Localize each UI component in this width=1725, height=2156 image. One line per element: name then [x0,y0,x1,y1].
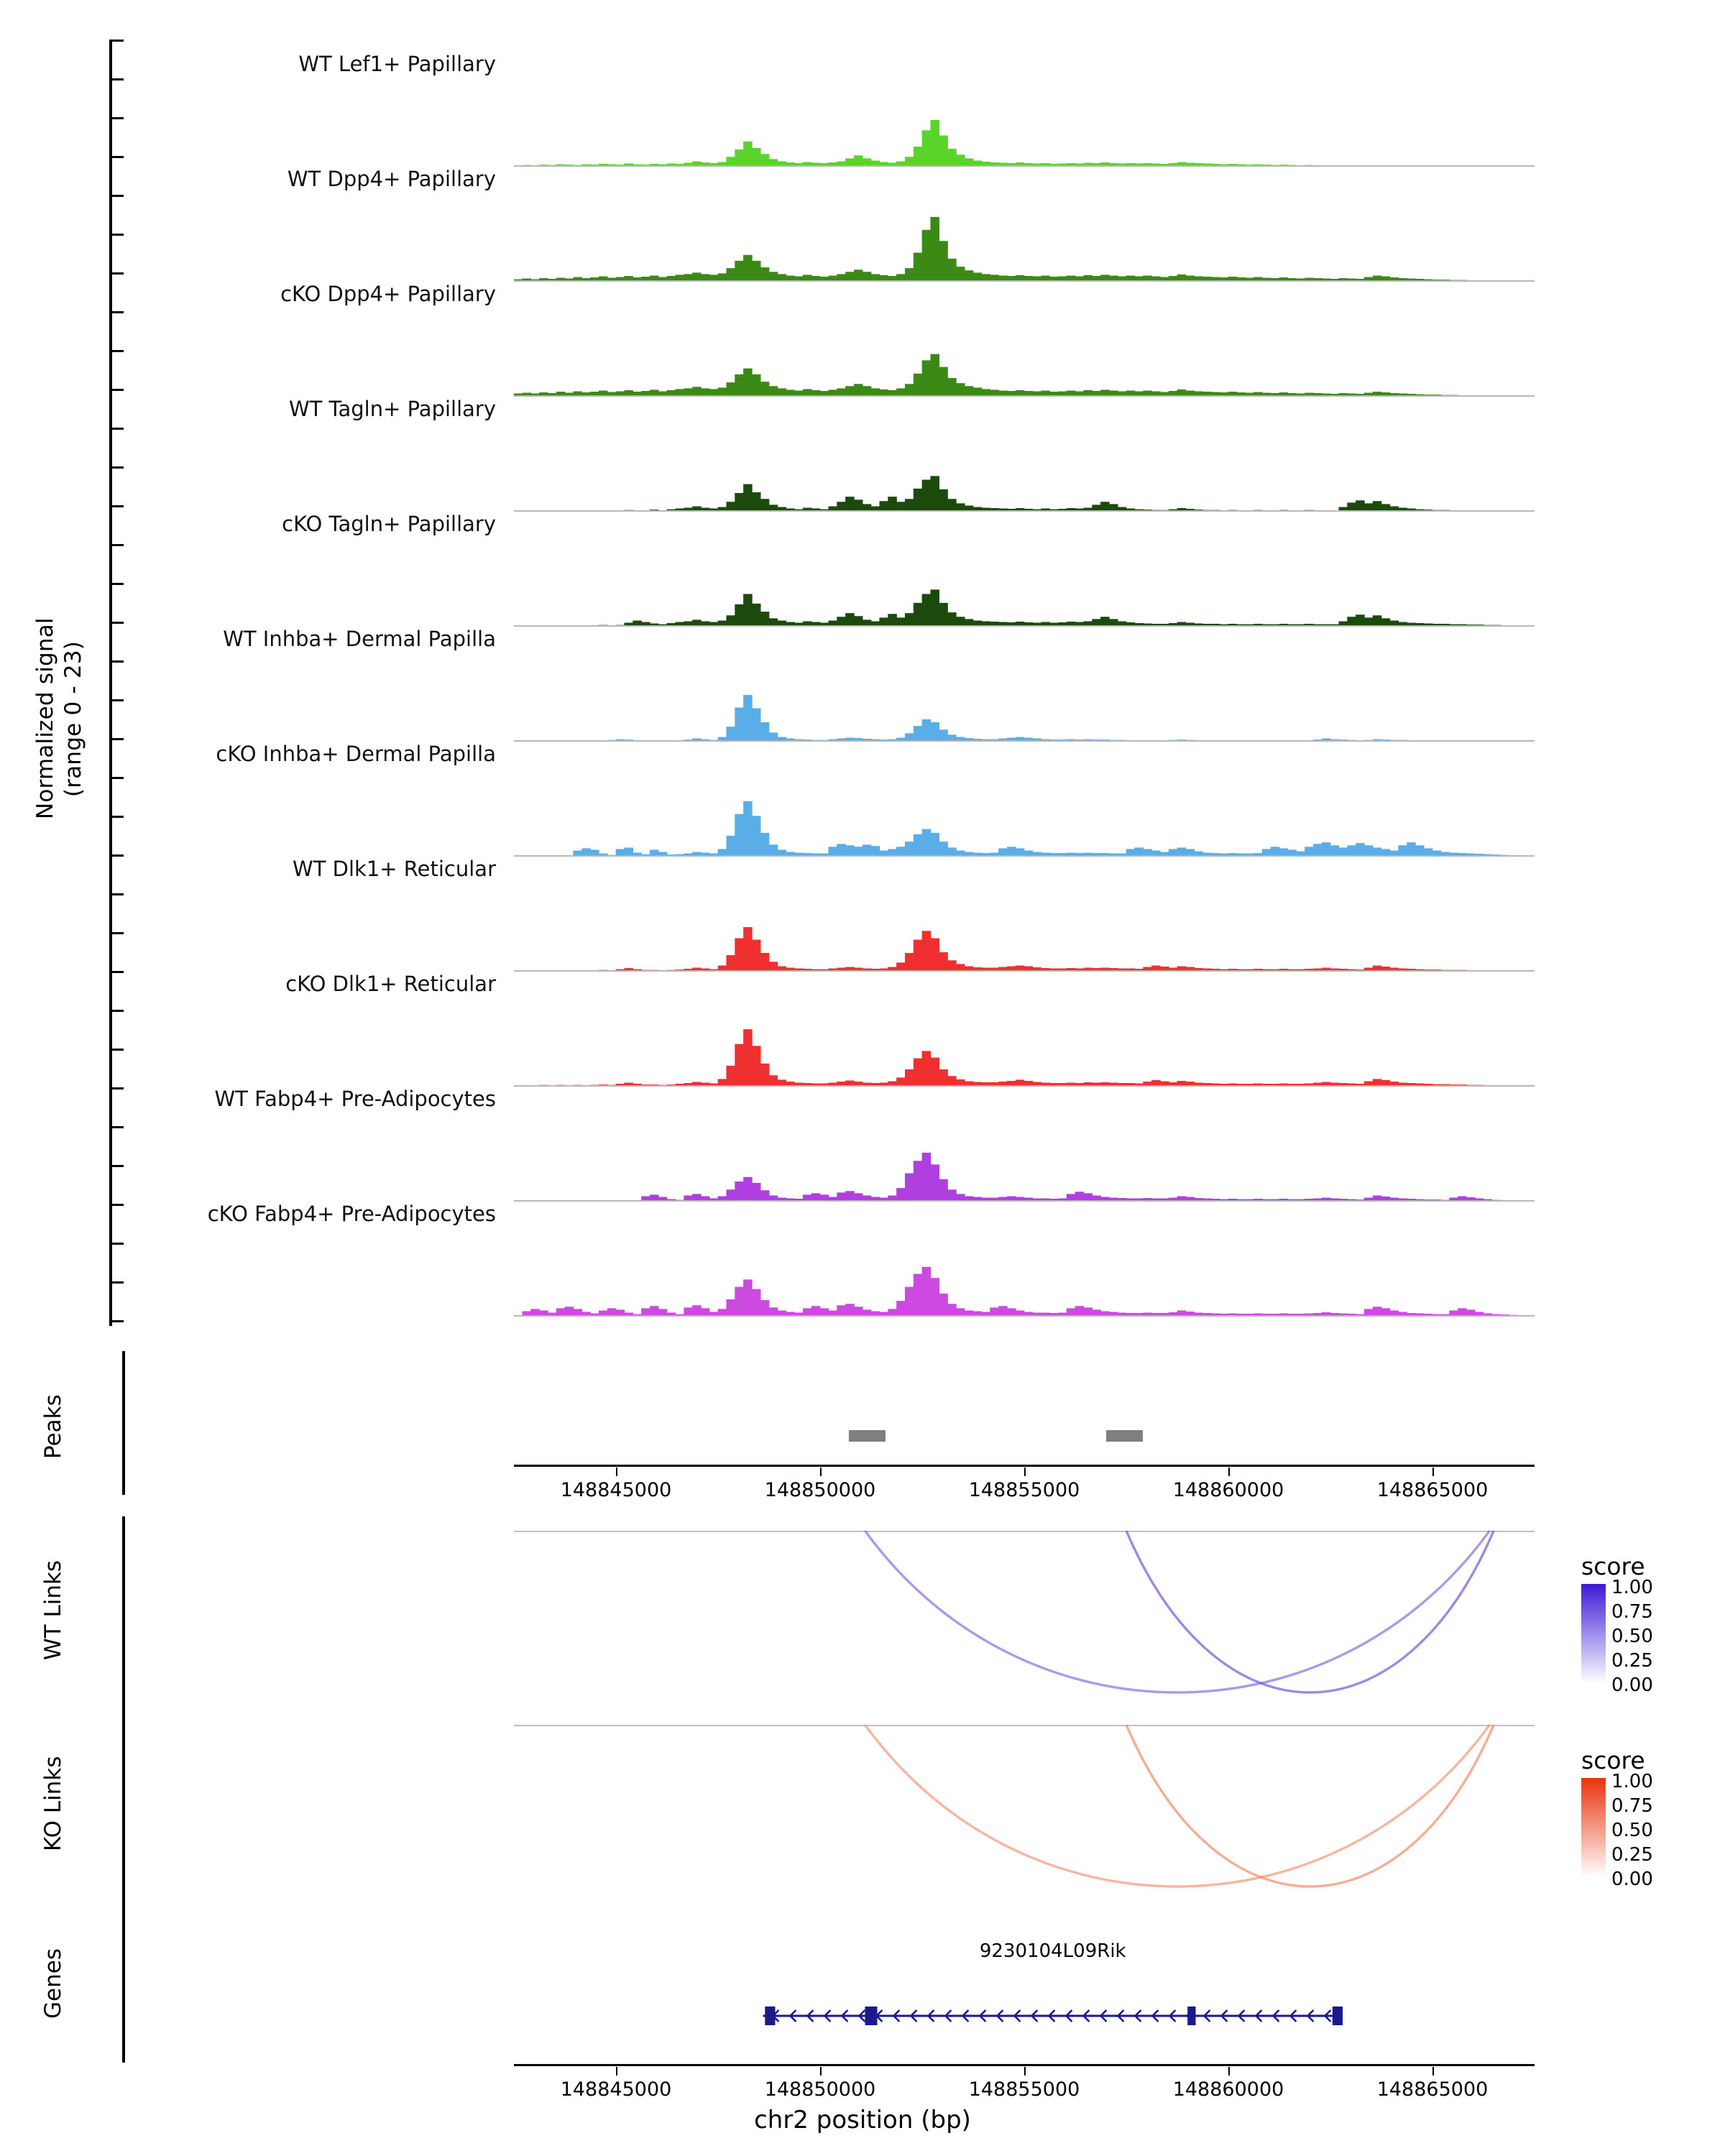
x-tick-label: 148845000 [560,2078,672,2101]
coverage-track [514,82,1535,167]
genes-section-label: Genes [40,1948,66,2019]
track-baseline [514,625,1535,627]
ko-links-legend-ticks [1611,1772,1653,1894]
track-baseline [514,970,1535,972]
x-tick-label: 148865000 [1376,2078,1489,2101]
genes-x-axis-line [514,2064,1535,2066]
x-tick-mark [616,1468,617,1476]
x-tick-label: 148855000 [968,1479,1080,1501]
track-baseline [514,1085,1535,1087]
coverage-track [514,542,1535,627]
x-tick-label: 148850000 [764,1479,876,1501]
ko-legend-tick-2: 0.50 [1611,1820,1653,1841]
genes-layer [0,1904,1725,2070]
x-tick-mark [820,2067,822,2076]
wt-legend-tick-1: 0.75 [1611,1601,1653,1623]
x-tick-label: 148860000 [1172,2078,1284,2101]
coverage-track [514,427,1535,512]
x-tick-mark [1024,1468,1026,1476]
track-label: WT Tagln+ Papillary [288,397,496,421]
x-tick-label: 148860000 [1172,1479,1284,1501]
track-baseline [514,740,1535,742]
x-tick-mark [1024,2067,1026,2076]
gene-exon [1187,2007,1195,2025]
x-axis-ticks-top [0,1468,1725,1511]
track-label: WT Dpp4+ Papillary [287,167,496,191]
coverage-track [514,657,1535,742]
coverage-track [514,1232,1535,1317]
y-axis-label-line2: (range 0 - 23) [60,640,86,797]
peak-bar [849,1430,886,1442]
link-arc [865,1725,1489,1886]
x-tick-mark [1228,1468,1230,1476]
ko-links-legend-colorbar [1581,1778,1606,1877]
wt-legend-tick-0: 1.00 [1611,1577,1653,1598]
wt-legend-tick-2: 0.50 [1611,1626,1653,1647]
coverage-track [514,1002,1535,1087]
ko-legend-tick-1: 0.75 [1611,1795,1653,1817]
track-baseline [514,1200,1535,1202]
track-baseline [514,1315,1535,1317]
track-baseline [514,855,1535,857]
track-baseline [514,395,1535,397]
x-tick-label: 148865000 [1376,1479,1489,1501]
peaks-section-label: Peaks [40,1394,66,1459]
y-axis-label-line1: Normalized signal [32,617,58,820]
track-label: cKO Dpp4+ Papillary [280,282,496,306]
wt-links-legend-colorbar [1581,1584,1606,1683]
track-label: cKO Dlk1+ Reticular [285,972,496,996]
track-label: WT Inhba+ Dermal Papilla [223,627,496,651]
track-label: WT Dlk1+ Reticular [293,857,496,881]
track-baseline [514,510,1535,512]
x-tick-mark [1432,1468,1434,1476]
wt-links-legend-title: score [1581,1552,1645,1580]
ko-links-legend-title: score [1581,1746,1645,1774]
ko-links-legend [1581,1746,1718,1897]
gene-exon [765,2007,775,2025]
x-axis-title: chr2 position (bp) [754,2106,971,2134]
track-baseline [514,165,1535,167]
ko-links-layer [0,1710,1725,1912]
coverage-track [514,887,1535,972]
coverage-track [514,312,1535,397]
x-tick-mark [1432,2067,1434,2076]
track-label: cKO Fabp4+ Pre-Adipocytes [207,1202,496,1226]
x-tick-mark [1228,2067,1230,2076]
x-tick-mark [820,1468,822,1476]
coverage-track [514,772,1535,857]
wt-links-section-label: WT Links [40,1560,66,1660]
coverage-track [514,1117,1535,1202]
track-label: cKO Tagln+ Papillary [282,512,496,536]
ko-legend-tick-4: 0.00 [1611,1869,1653,1890]
gene-exon [1333,2007,1343,2025]
peak-bar [1106,1430,1143,1442]
x-tick-label: 148850000 [764,2078,876,2101]
x-tick-label: 148845000 [560,1479,672,1501]
wt-links-legend [1581,1552,1718,1703]
gene-exon [865,2007,877,2025]
peaks-x-axis-line [514,1465,1535,1467]
x-axis-ticks-bottom [0,2067,1725,2110]
x-tick-mark [616,2067,617,2076]
track-label: WT Fabp4+ Pre-Adipocytes [214,1087,496,1111]
wt-links-legend-ticks [1611,1578,1653,1700]
track-label: cKO Inhba+ Dermal Papilla [216,742,496,766]
x-tick-label: 148855000 [968,2078,1080,2101]
ko-legend-tick-3: 0.25 [1611,1844,1653,1866]
track-label: WT Lef1+ Papillary [298,52,496,76]
wt-legend-tick-4: 0.00 [1611,1674,1653,1696]
wt-legend-tick-3: 0.25 [1611,1650,1653,1672]
coverage-track [514,197,1535,282]
ko-legend-tick-0: 1.00 [1611,1771,1653,1792]
wt-links-layer [0,1516,1725,1718]
link-arc [865,1531,1489,1692]
track-baseline [514,280,1535,282]
gene-label: 9230104L09Rik [979,1940,1126,1962]
ko-links-section-label: KO Links [40,1756,66,1852]
